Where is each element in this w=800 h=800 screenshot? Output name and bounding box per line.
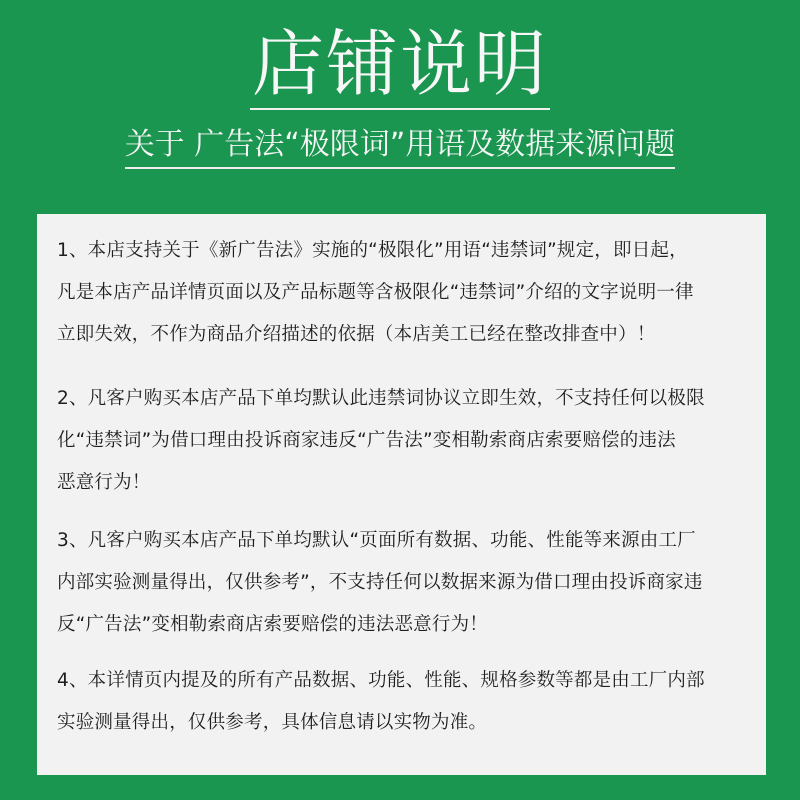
notice-paragraph-1 [57, 230, 757, 356]
paragraph-line: 化“违禁词”为借口理由投诉商家违反“广告法”变相勒索商店索要赔偿的违法 [57, 430, 676, 451]
page-title: 店铺说明 [250, 22, 550, 110]
paragraph-line: 4、本详情页内提及的所有产品数据、功能、性能、规格参数等都是由工厂内部 [57, 670, 705, 691]
subtitle-wrap [0, 125, 800, 169]
paragraph-line: 立即失效，不作为商品介绍描述的依据（本店美工已经在整改排查中）！ [57, 324, 656, 345]
paragraph-line: 实验测量得出，仅供参考，具体信息请以实物为准。 [57, 712, 488, 733]
paragraph-line: 3、凡客户购买本店产品下单均默认“页面所有数据、功能、性能等来源由工厂 [57, 530, 696, 551]
notice-paragraph-3 [57, 520, 757, 646]
paragraph-line: 反“广告法”变相勒索商店索要赔偿的违法恶意行为！ [57, 614, 488, 635]
paragraph-line: 内部实验测量得出，仅供参考”，不支持任何以数据来源为借口理由投诉商家违 [57, 572, 703, 593]
paragraph-line: 1、本店支持关于《新广告法》实施的“极限化”用语“违禁词”规定，即日起， [57, 240, 688, 261]
paragraph-line: 凡是本店产品详情页面以及产品标题等含极限化“违禁词”介绍的文字说明一律 [57, 282, 694, 303]
notice-paragraph-4 [57, 660, 757, 744]
paragraph-line: 恶意行为！ [57, 472, 151, 493]
title-wrap [0, 22, 800, 110]
notice-panel [37, 214, 766, 775]
notice-paragraph-2 [57, 378, 757, 504]
paragraph-line: 2、凡客户购买本店产品下单均默认此违禁词协议立即生效，不支持任何以极限 [57, 388, 705, 409]
page-subtitle: 关于 广告法“极限词”用语及数据来源问题 [125, 125, 676, 169]
